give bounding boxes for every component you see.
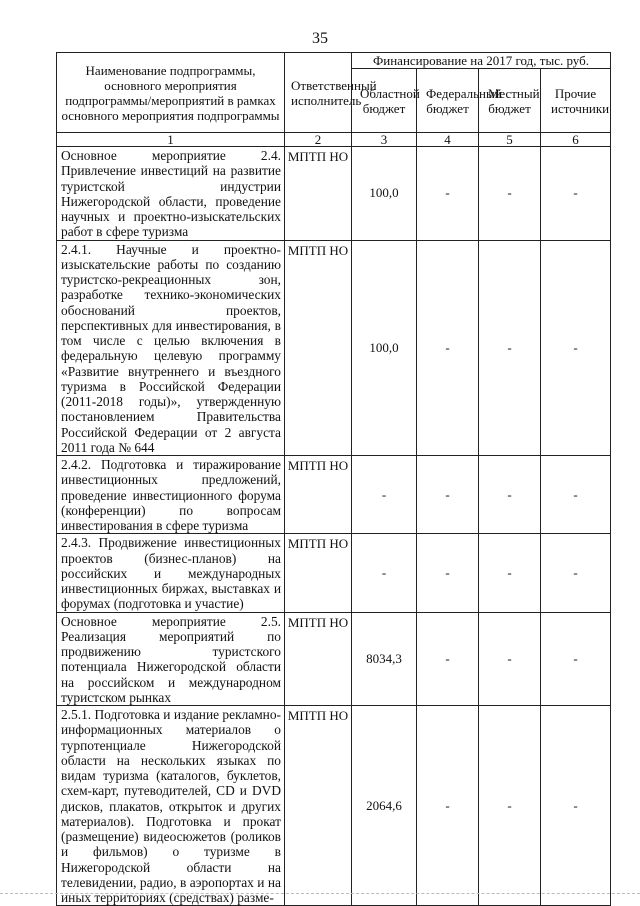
other-sources-value: - bbox=[541, 612, 611, 706]
regional-budget-value: 8034,3 bbox=[352, 612, 417, 706]
column-number: 3 bbox=[352, 133, 417, 147]
row-executor: МПТП НО bbox=[285, 612, 352, 706]
local-budget-value: - bbox=[479, 147, 541, 241]
federal-budget-header: Федеральный бюджет bbox=[417, 69, 479, 133]
table-row bbox=[57, 706, 611, 906]
table-row bbox=[57, 612, 611, 706]
row-executor: МПТП НО bbox=[285, 240, 352, 456]
federal-budget-value: - bbox=[417, 147, 479, 241]
column-number: 2 bbox=[285, 133, 352, 147]
federal-budget-value: - bbox=[417, 612, 479, 706]
federal-budget-value: - bbox=[417, 534, 479, 612]
row-executor: МПТП НО bbox=[285, 456, 352, 534]
local-budget-value: - bbox=[479, 240, 541, 456]
other-sources-value: - bbox=[541, 147, 611, 241]
row-name: Основное мероприятие 2.5. Реализация мероприятий по продвижению туристского потенциала Нижегородской области на российском и международном туристском рынках bbox=[57, 612, 285, 706]
other-sources-value: - bbox=[541, 240, 611, 456]
table-row bbox=[57, 534, 611, 612]
federal-budget-value: - bbox=[417, 706, 479, 906]
row-name: 2.4.1. Научные и проектно-изыскательские работы по созданию туристско-рекреационных зон, разработке технико-экономических обоснований проектов, перспективных для инвестирования, в том числе с целью включения в федеральную целевую программу «Развитие внутреннего и въездного туризма в Российской Федерации (2011-2018 годы)», утвержденную постановлением Правительства Российской Федерации от 2 августа 2011 года № 644 bbox=[57, 240, 285, 456]
financing-table bbox=[56, 52, 611, 906]
column-number: 4 bbox=[417, 133, 479, 147]
page-number: 35 bbox=[312, 30, 328, 47]
local-budget-header: Местный бюджет bbox=[479, 69, 541, 133]
federal-budget-value: - bbox=[417, 456, 479, 534]
table-row bbox=[57, 456, 611, 534]
regional-budget-value: 100,0 bbox=[352, 240, 417, 456]
row-executor: МПТП НО bbox=[285, 147, 352, 241]
regional-budget-value: 2064,6 bbox=[352, 706, 417, 906]
row-name: 2.5.1. Подготовка и издание рекламно-информационных материалов о турпотенциале Нижегородской области на нескольких языках по видам туризма (каталогов, буклетов, схем-карт, путеводителей, CD и DVD дисков, плакатов, открыток и других материалов). Подготовка и прокат (размещение) видеосюжетов (роликов и фильмов) о туризме в Нижегородской области на телевидении, радио, в аэропортах и на иных территориях (средствах) разме- bbox=[57, 706, 285, 906]
row-executor: МПТП НО bbox=[285, 706, 352, 906]
local-budget-value: - bbox=[479, 534, 541, 612]
scan-edge-rule bbox=[0, 893, 640, 894]
name-column-header: Наименование подпрограммы, основного мероприятия подпрограммы/мероприятий в рамках основного мероприятия подпрограммы bbox=[57, 53, 285, 133]
executor-column-header: Ответственный исполнитель bbox=[285, 53, 352, 133]
column-number: 6 bbox=[541, 133, 611, 147]
financing-title: Финансирование на 2017 год, тыс. руб. bbox=[352, 53, 611, 69]
regional-budget-value: - bbox=[352, 456, 417, 534]
row-name: 2.4.3. Продвижение инвестиционных проектов (бизнес-планов) на российских и международных инвестиционных биржах, выставках и форумах (подготовка и участие) bbox=[57, 534, 285, 612]
federal-budget-value: - bbox=[417, 240, 479, 456]
other-sources-value: - bbox=[541, 706, 611, 906]
regional-budget-value: - bbox=[352, 534, 417, 612]
local-budget-value: - bbox=[479, 456, 541, 534]
regional-budget-header: Областной бюджет bbox=[352, 69, 417, 133]
local-budget-value: - bbox=[479, 612, 541, 706]
local-budget-value: - bbox=[479, 706, 541, 906]
other-sources-value: - bbox=[541, 534, 611, 612]
column-number: 1 bbox=[57, 133, 285, 147]
row-name: Основное мероприятие 2.4. Привлечение инвестиций на развитие туристской индустрии Нижегородской области, проведение научных и проектно-изыскательских работ в сфере туризма bbox=[57, 147, 285, 241]
table-row bbox=[57, 147, 611, 241]
row-executor: МПТП НО bbox=[285, 534, 352, 612]
other-sources-value: - bbox=[541, 456, 611, 534]
column-number: 5 bbox=[479, 133, 541, 147]
other-sources-header: Прочие источники bbox=[541, 69, 611, 133]
regional-budget-value: 100,0 bbox=[352, 147, 417, 241]
table-row bbox=[57, 240, 611, 456]
row-name: 2.4.2. Подготовка и тиражирование инвестиционных предложений, проведение инвестиционного форума (конференции) по вопросам инвестирования в сфере туризма bbox=[57, 456, 285, 534]
